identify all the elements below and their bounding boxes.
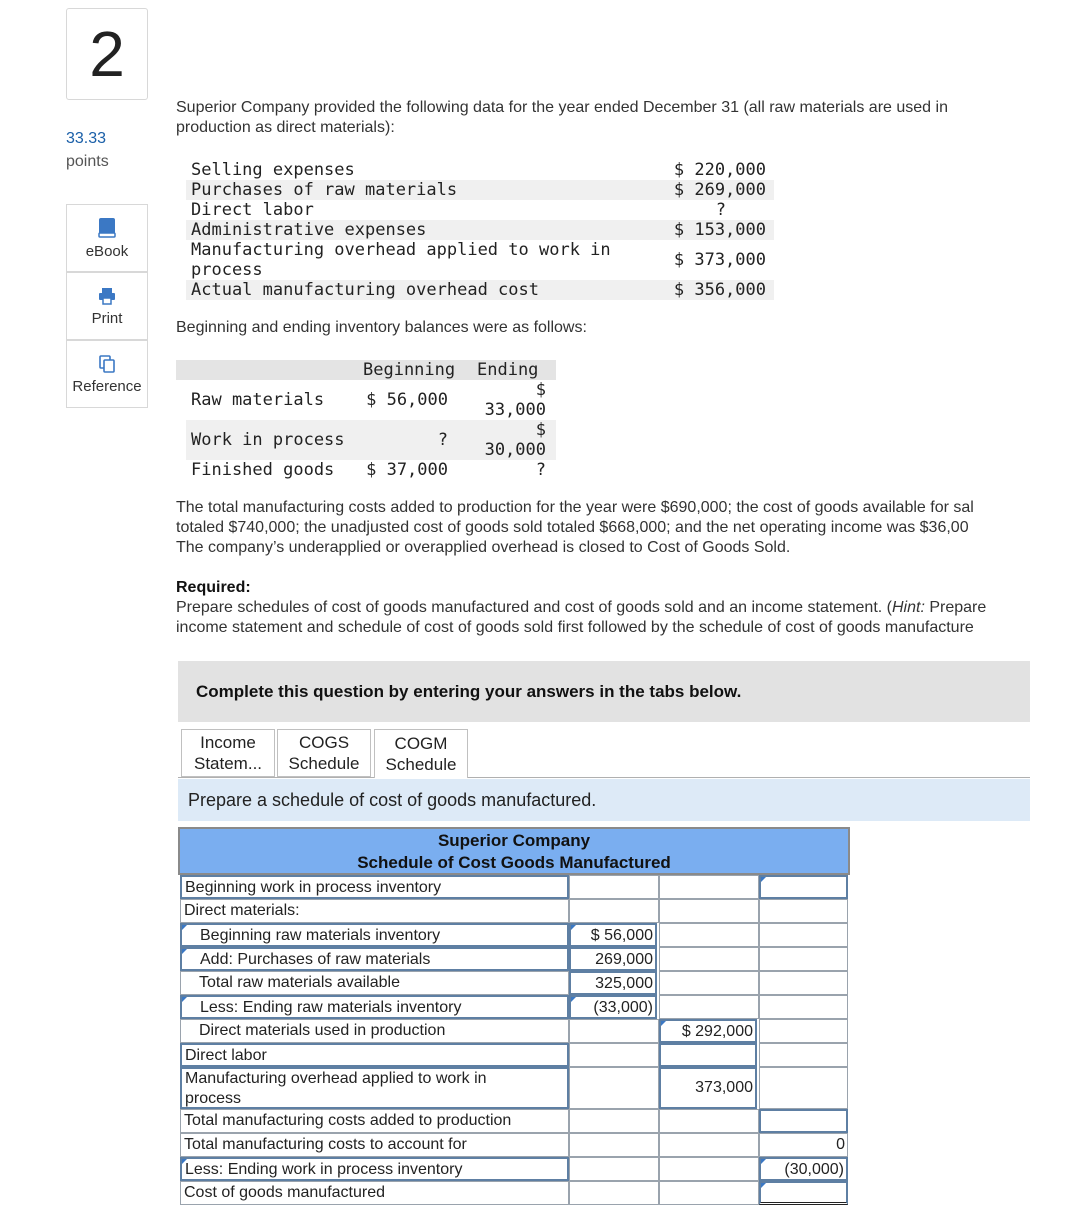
tab-cogs-schedule[interactable] (277, 729, 371, 777)
printer-icon (97, 286, 117, 306)
hint-label: Hint: (891, 599, 925, 616)
row-label-beg-rm[interactable] (180, 923, 569, 947)
moh-input[interactable] (659, 1067, 757, 1109)
label-line: process (185, 1090, 242, 1107)
inventory-label: Work in process (191, 430, 345, 450)
row-label-end-wip[interactable] (180, 1157, 569, 1181)
tab-label: Schedule (288, 754, 360, 773)
col2-cell (659, 1109, 759, 1133)
tab-label: Schedule (385, 755, 457, 774)
reference-label: Reference (72, 377, 142, 395)
purchases-input[interactable] (569, 947, 657, 971)
col1-cell (569, 1019, 659, 1043)
cell-value: $ 56,000 (590, 927, 653, 944)
total-rm-input[interactable] (569, 971, 657, 995)
col2-cell (659, 971, 759, 995)
row-label-end-rm[interactable] (180, 995, 569, 1019)
cell-value: (33,000) (593, 999, 653, 1016)
cell-value: 0 (836, 1136, 845, 1153)
data-value: ? (715, 200, 726, 220)
required-line-1 (176, 598, 1068, 618)
cell-value: (30,000) (784, 1161, 844, 1178)
prepare-instruction: Prepare a schedule of cost of goods manufactured. (178, 779, 1030, 821)
row-label-total-rm: Total raw materials available (180, 971, 569, 995)
beg-rm-input[interactable] (569, 923, 657, 947)
col3-cell (759, 923, 848, 947)
schedule-header (178, 827, 850, 875)
label-line: Manufacturing overhead applied to work in (185, 1070, 487, 1087)
col2-cell (659, 923, 759, 947)
col2-cell (659, 875, 759, 899)
paragraph-line-1: The total manufacturing costs added to production for the year were $690,000; the cost of goods available for sal (176, 499, 974, 516)
row-label-purchases[interactable] (180, 947, 569, 971)
required-text: Prepare schedules of cost of goods manufactured and cost of goods sold and an income statement. ( (176, 599, 892, 616)
col2-cell (659, 1157, 759, 1181)
cell-value: $ 292,000 (681, 1023, 753, 1040)
inventory-label: Finished goods (191, 460, 335, 480)
col1-cell (569, 1181, 659, 1205)
row-label-direct-materials: Direct materials: (180, 899, 569, 923)
print-label: Print (91, 309, 123, 327)
data-label: Actual manufacturing overhead cost (191, 280, 539, 300)
col1-cell (569, 1133, 659, 1157)
cell-value: 373,000 (695, 1079, 753, 1096)
inventory-beginning: ? (437, 430, 448, 450)
label-text: Less: Ending raw materials inventory (200, 999, 462, 1016)
tab-label: COGM (394, 734, 448, 753)
data-label: Purchases of raw materials (191, 180, 458, 200)
end-rm-input[interactable] (569, 995, 657, 1019)
col3-cell (759, 1043, 848, 1067)
total-account-value (759, 1133, 848, 1157)
intro-line-2: production as direct materials): (176, 119, 395, 136)
row-label-moh[interactable] (180, 1067, 569, 1109)
ebook-button[interactable] (66, 204, 148, 272)
book-icon (97, 217, 117, 239)
col2-cell (659, 1133, 759, 1157)
data-label: process (191, 260, 263, 280)
end-wip-input[interactable] (759, 1157, 848, 1181)
label-text: Beginning raw materials inventory (200, 927, 441, 944)
dm-used-input[interactable] (659, 1019, 757, 1043)
direct-labor-input[interactable] (659, 1043, 757, 1067)
print-button[interactable] (66, 272, 148, 340)
col1-cell (569, 899, 659, 923)
col2-cell (659, 995, 759, 1019)
cell-value: 325,000 (595, 975, 653, 992)
required-line-2: income statement and schedule of cost of goods sold first followed by the schedule of cost of goods manufacture (176, 619, 974, 636)
inventory-label: Raw materials (191, 390, 325, 410)
copy-icon (97, 354, 117, 374)
data-value: $ 373,000 (673, 250, 766, 270)
tab-income-statement[interactable] (181, 729, 275, 777)
required-text: Prepare (924, 599, 987, 616)
col-header-ending: Ending (477, 360, 539, 380)
label-text: Less: Ending work in process inventory (185, 1161, 463, 1178)
data-value: $ 220,000 (673, 160, 766, 180)
col3-cell (759, 1067, 848, 1109)
cogm-input[interactable] (759, 1181, 848, 1205)
intro-line-1: Superior Company provided the following data for the year ended December 31 (all raw materials are used in (176, 99, 948, 116)
points-value: 33.33 (66, 130, 107, 147)
col1-cell (569, 1067, 659, 1109)
tab-label: Income (200, 733, 256, 752)
row-label-dm-used: Direct materials used in production (180, 1019, 569, 1043)
inventory-ending-sym: $ (535, 420, 546, 440)
inventory-ending-sym: $ (535, 380, 546, 400)
col2-cell (659, 899, 759, 923)
row-label-total-added: Total manufacturing costs added to production (180, 1109, 569, 1133)
inventory-ending: ? (535, 460, 546, 480)
inventory-beginning: $ 37,000 (366, 460, 448, 480)
col2-cell (659, 1181, 759, 1205)
tab-cogm-schedule[interactable] (374, 729, 468, 778)
points-label: points (66, 153, 109, 170)
col2-cell (659, 947, 759, 971)
inventory-beginning: $ 56,000 (366, 390, 448, 410)
col1-cell (569, 875, 659, 899)
data-label: Selling expenses (191, 160, 355, 180)
col3-cell (759, 899, 848, 923)
col3-cell (759, 1019, 848, 1043)
row-label-beg-wip[interactable]: Beginning work in process inventory (180, 875, 569, 899)
paragraph-line-3: The company’s underapplied or overapplied overhead is closed to Cost of Goods Sold. (176, 539, 791, 556)
tab-divider (178, 777, 1030, 778)
data-label: Administrative expenses (191, 220, 427, 240)
required-title: Required: (176, 579, 251, 596)
total-added-input[interactable] (759, 1109, 848, 1133)
col1-cell (569, 1157, 659, 1181)
col1-cell (569, 1043, 659, 1067)
question-number: 2 (66, 8, 148, 100)
paragraph-line-2: totaled $740,000; the unadjusted cost of goods sold totaled $668,000; and the net operating income was $36,00 (176, 519, 969, 536)
data-value: $ 356,000 (673, 280, 766, 300)
data-value: $ 153,000 (673, 220, 766, 240)
col3-cell (759, 971, 848, 995)
data-label: Manufacturing overhead applied to work in (191, 240, 611, 260)
cell-value: 269,000 (595, 951, 653, 968)
label-text: Add: Purchases of raw materials (200, 951, 431, 968)
col1-cell (569, 1109, 659, 1133)
data-label: Direct labor (191, 200, 314, 220)
beg-wip-input[interactable] (759, 875, 848, 899)
company-name: Superior Company (437, 831, 591, 850)
inventory-ending: 30,000 (484, 440, 546, 460)
ebook-label: eBook (85, 242, 129, 260)
row-label-direct-labor[interactable]: Direct labor (180, 1043, 569, 1067)
instructions-banner: Complete this question by entering your answers in the tabs below. (178, 661, 1030, 722)
schedule-title: Schedule of Cost Goods Manufactured (357, 853, 671, 872)
inventory-intro: Beginning and ending inventory balances were as follows: (176, 319, 587, 336)
row-label-total-account: Total manufacturing costs to account for (180, 1133, 569, 1157)
reference-button[interactable] (66, 340, 148, 408)
col-header-beginning: Beginning (363, 360, 456, 380)
tab-label: COGS (298, 733, 350, 752)
col3-cell (759, 995, 848, 1019)
data-value: $ 269,000 (673, 180, 766, 200)
tab-label: Statem... (193, 754, 263, 773)
inventory-ending: 33,000 (484, 400, 546, 420)
col3-cell (759, 947, 848, 971)
row-label-cogm: Cost of goods manufactured (180, 1181, 569, 1205)
